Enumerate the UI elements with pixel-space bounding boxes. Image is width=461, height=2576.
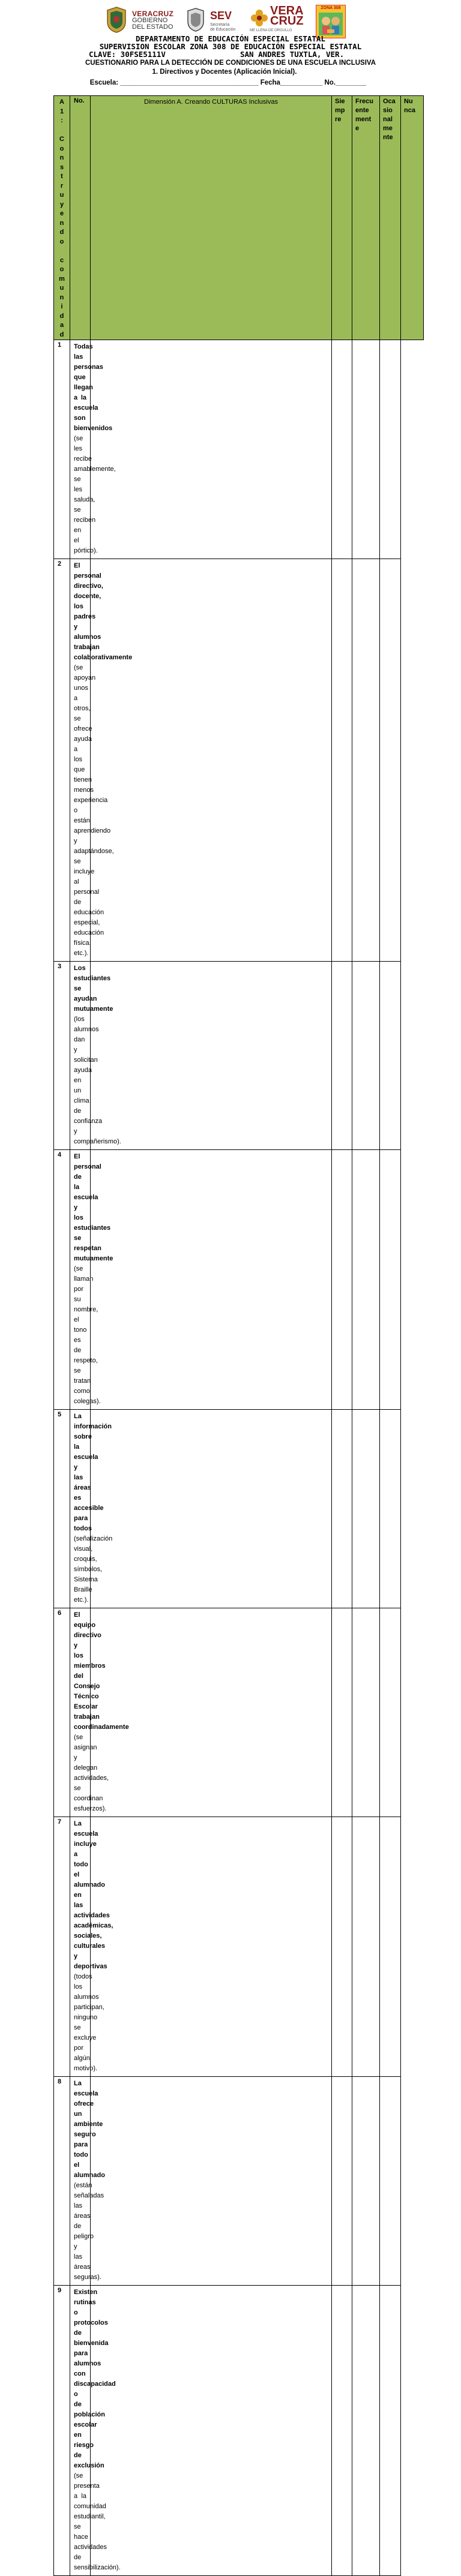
side-label-char: y [59, 200, 64, 208]
item-statement [70, 1817, 113, 2077]
sev-logo [185, 5, 245, 35]
answer-cell-nunca[interactable] [380, 2286, 401, 2576]
item-statement-detail: (se llaman por su nombre, el tono es de respeto, se tratan como colegas). [74, 1265, 101, 1405]
side-label-char: r [60, 182, 64, 190]
flower-emblem-icon [250, 8, 269, 28]
side-label-char: e [59, 210, 64, 217]
side-label-char: s [59, 163, 64, 171]
supervision-title: SUPERVISION ESCOLAR ZONA 308 DE EDUCACIÓN ESPECIAL ESTATAL [99, 42, 362, 51]
answer-cell-nunca[interactable] [380, 1410, 401, 1608]
item-number: 6 [54, 1608, 70, 1817]
siempre-header-part: Sie [335, 98, 345, 105]
sev-emblem-icon [186, 7, 205, 32]
ocasionalmente-header-part: me [383, 125, 393, 132]
school-code: CLAVE: 30FSE5111V [89, 50, 166, 59]
veracruz-logo-line3: DEL ESTADO [132, 23, 173, 31]
answer-cell-frecuentemente[interactable] [332, 1150, 352, 1410]
side-label-char: o [59, 266, 64, 273]
side-label-char [61, 126, 62, 136]
veracruz-orgullo-logo [250, 5, 304, 35]
sev-logo-line1: Secretaría [210, 23, 230, 27]
side-label-char: u [59, 284, 64, 292]
answer-cell-siempre[interactable] [91, 1150, 332, 1410]
ocasionalmente-header-part: sio [383, 107, 393, 114]
answer-cell-frecuentemente[interactable] [332, 962, 352, 1150]
item-statement-bold: El personal directivo, docente, los padres y alumnos trabajan colaborativamente [74, 562, 133, 661]
answer-cell-nunca[interactable] [380, 962, 401, 1150]
side-label-char: o [59, 238, 64, 245]
side-label-char: : [61, 117, 63, 124]
children-illustration-icon [319, 13, 343, 35]
zona-308-logo [316, 5, 346, 35]
item-statement [70, 1608, 129, 1817]
column-header-nunca [401, 96, 424, 340]
dimension-side-label [54, 96, 70, 340]
answer-cell-frecuentemente[interactable] [332, 559, 352, 962]
item-statement [70, 1150, 113, 1410]
item-statement-detail: (se presenta a la comunidad estudiantil, se hace actividades de sensibilización). [74, 2472, 121, 2571]
table-row [54, 559, 424, 962]
item-statement-detail: (señalización visual, croquis, símbolos, Sistema Braille etc.). [74, 1535, 113, 1604]
answer-cell-ocasionalmente[interactable] [352, 2286, 380, 2576]
answer-cell-ocasionalmente[interactable] [352, 559, 380, 962]
frecuentemente-header-part: ente [355, 107, 369, 114]
side-label-char: C [59, 136, 64, 143]
item-number: 3 [54, 962, 70, 1150]
side-label-char: c [59, 256, 64, 264]
side-label-char: 1 [59, 107, 64, 115]
veracruz-gobierno-logo [102, 5, 174, 35]
table-row [54, 1817, 424, 2077]
item-statement-bold: La escuela incluye a todo el alumnado en las actividades académicas, sociales, culturales y deportivas [74, 1820, 113, 1970]
school-date-number-line: Escuela: ____________________________________ Fecha___________ No.________ [89, 79, 367, 86]
answer-cell-nunca[interactable] [380, 1150, 401, 1410]
answer-cell-frecuentemente[interactable] [332, 2286, 352, 2576]
answer-cell-nunca[interactable] [380, 1817, 401, 2077]
item-statement-detail: (están señaladas las áreas de peligro y las áreas seguras). [74, 2182, 104, 2281]
item-number: 4 [54, 1150, 70, 1410]
item-number: 1 [54, 340, 70, 559]
vertical-label [54, 96, 70, 340]
vera-logo-tagline: ME LLENA DE ORGULLO [250, 29, 292, 32]
zona-logo-box [316, 5, 346, 38]
side-label-char: i [61, 303, 63, 310]
answer-cell-frecuentemente[interactable] [332, 1608, 352, 1817]
side-label-char: d [59, 229, 64, 236]
answer-cell-siempre[interactable] [91, 340, 332, 559]
veracruz-logo-title: VERACRUZ [132, 10, 174, 18]
coat-of-arms-icon [106, 6, 127, 34]
ocasionalmente-header-part: Oca [383, 98, 396, 105]
nunca-header-part: nca [404, 107, 415, 114]
answer-cell-nunca[interactable] [380, 559, 401, 962]
answer-cell-ocasionalmente[interactable] [352, 1410, 380, 1608]
item-statement [70, 340, 116, 559]
department-title: DEPARTAMENTO DE EDUCACIÓN ESPECIAL ESTATAL [135, 34, 326, 43]
item-statement-bold: La escuela ofrece un ambiente seguro para todo el alumnado [74, 2080, 105, 2179]
veracruz-logo-line2: GOBIERNO [132, 17, 168, 24]
item-number: 8 [54, 2077, 70, 2286]
item-statement-bold: El equipo directivo y los miembros del Consejo Técnico Escolar trabajan coordinadamente [74, 1611, 129, 1731]
siempre-header-part: mp [335, 107, 345, 114]
answer-cell-siempre[interactable] [91, 1608, 332, 1817]
table-header-row [54, 96, 424, 340]
column-header-ocasionalmente [380, 96, 401, 340]
vera-logo-line2: CRUZ [270, 14, 304, 28]
answer-cell-ocasionalmente[interactable] [352, 1608, 380, 1817]
vera-logo-line1: VERA [270, 4, 304, 17]
table-row [54, 1608, 424, 1817]
answer-cell-ocasionalmente[interactable] [352, 1817, 380, 2077]
dimension-title: Dimensión A. Creando CULTURAS Inclusivas [91, 96, 332, 340]
side-label-char: d [59, 312, 64, 320]
table-row [54, 1410, 424, 1608]
side-label-char: n [59, 154, 64, 161]
frecuentemente-header-part: Frecu [355, 98, 373, 105]
side-label-char: t [61, 173, 63, 180]
answer-cell-ocasionalmente[interactable] [352, 1150, 380, 1410]
table-row [54, 2286, 424, 2576]
siempre-header-part: re [335, 116, 342, 123]
item-statement-detail: (se apoyan unos a otros, se ofrece ayuda a los que tienen menos experiencia o están aprendiendo y adaptándose, se incluye al personal de educación especial, educación física, etc.). [74, 664, 114, 957]
answer-cell-siempre[interactable] [91, 1410, 332, 1608]
respondent-group: 1. Directivos y Docentes (Aplicación Inicial). [152, 68, 297, 76]
table-row [54, 962, 424, 1150]
city-label: SAN ANDRES TUXTLA, VER. [240, 50, 345, 59]
item-statement [70, 962, 121, 1150]
answer-cell-frecuentemente[interactable] [332, 2077, 352, 2286]
side-label-char: A [59, 98, 64, 106]
zona-logo-label: ZONA 308 [321, 6, 341, 10]
answer-cell-siempre[interactable] [91, 962, 332, 1150]
ocasionalmente-header-part: nte [383, 134, 393, 141]
item-number: 2 [54, 559, 70, 962]
answer-cell-frecuentemente[interactable] [332, 1410, 352, 1608]
ocasionalmente-header-part: nal [383, 116, 393, 123]
item-statement-detail: (los alumnos dan y solicitan ayuda en un clima de confianza y compañerismo). [74, 1016, 121, 1145]
frecuentemente-header-part: ment [355, 116, 372, 123]
item-statement [70, 2077, 105, 2286]
item-statement [70, 1410, 113, 1608]
item-number: 9 [54, 2286, 70, 2576]
answer-cell-nunca[interactable] [380, 340, 401, 559]
answer-cell-frecuentemente[interactable] [332, 1817, 352, 2077]
item-statement-bold: Todas las personas que llegan a la escuela son bienvenidos [74, 343, 113, 432]
answer-cell-siempre[interactable] [91, 559, 332, 962]
item-number: 5 [54, 1410, 70, 1608]
questionnaire-title: CUESTIONARIO PARA LA DETECCIÓN DE CONDICIONES DE UNA ESCUELA INCLUSIVA [85, 59, 376, 67]
side-label-char: o [59, 145, 64, 152]
frecuentemente-header-part: e [355, 125, 360, 132]
answer-cell-nunca[interactable] [380, 2077, 401, 2286]
answer-cell-ocasionalmente[interactable] [352, 962, 380, 1150]
table-row [54, 1150, 424, 1410]
item-statement-bold: El personal de la escuela y los estudiantes se respetan mutuamente [74, 1153, 113, 1262]
questionnaire-table [53, 95, 424, 2576]
side-label-char [61, 247, 62, 256]
table-row [54, 340, 424, 559]
item-statement-detail: (todos los alumnos participan, ninguno se excluye por algún motivo). [74, 1973, 104, 2072]
item-statement [70, 559, 133, 962]
item-statement [70, 2286, 121, 2576]
answer-cell-siempre[interactable] [91, 2077, 332, 2286]
side-label-char: m [59, 275, 65, 283]
side-label-char: n [59, 219, 64, 227]
column-header-frecuentemente [352, 96, 380, 340]
column-header-siempre [332, 96, 352, 340]
side-label-char: n [59, 293, 64, 301]
item-statement-bold: La información sobre la escuela y las áreas es accesible para todos [74, 1413, 112, 1532]
side-label-char: a [59, 322, 64, 329]
side-label-char: d [59, 331, 64, 338]
answer-cell-ocasionalmente[interactable] [352, 2077, 380, 2286]
item-number: 7 [54, 1817, 70, 2077]
table-row [54, 2077, 424, 2286]
sev-logo-line2: de Educación [210, 28, 236, 32]
nunca-header-part: Nu [404, 98, 413, 105]
answer-cell-siempre[interactable] [91, 1817, 332, 2077]
answer-cell-ocasionalmente[interactable] [352, 340, 380, 559]
logo-bar [102, 5, 354, 35]
answer-cell-frecuentemente[interactable] [332, 340, 352, 559]
item-statement-detail: (se les recibe amablemente, se les saluda, se reciben en el pórtico). [74, 435, 116, 554]
sev-logo-title: SEV [210, 10, 232, 22]
item-statement-bold: Los estudiantes se ayudan mutuamente [74, 965, 113, 1013]
answer-cell-nunca[interactable] [380, 1608, 401, 1817]
number-column-header: No. [70, 96, 91, 340]
item-statement-detail: (se asignan y delegan actividades, se coordinan esfuerzos). [74, 1734, 109, 1812]
answer-cell-siempre[interactable] [91, 2286, 332, 2576]
item-statement-bold: Existen rutinas o protocolos de bienvenida para alumnos con discapacidad o de población escolar en riesgo de exclusión [74, 2289, 116, 2469]
side-label-char: u [59, 191, 64, 199]
